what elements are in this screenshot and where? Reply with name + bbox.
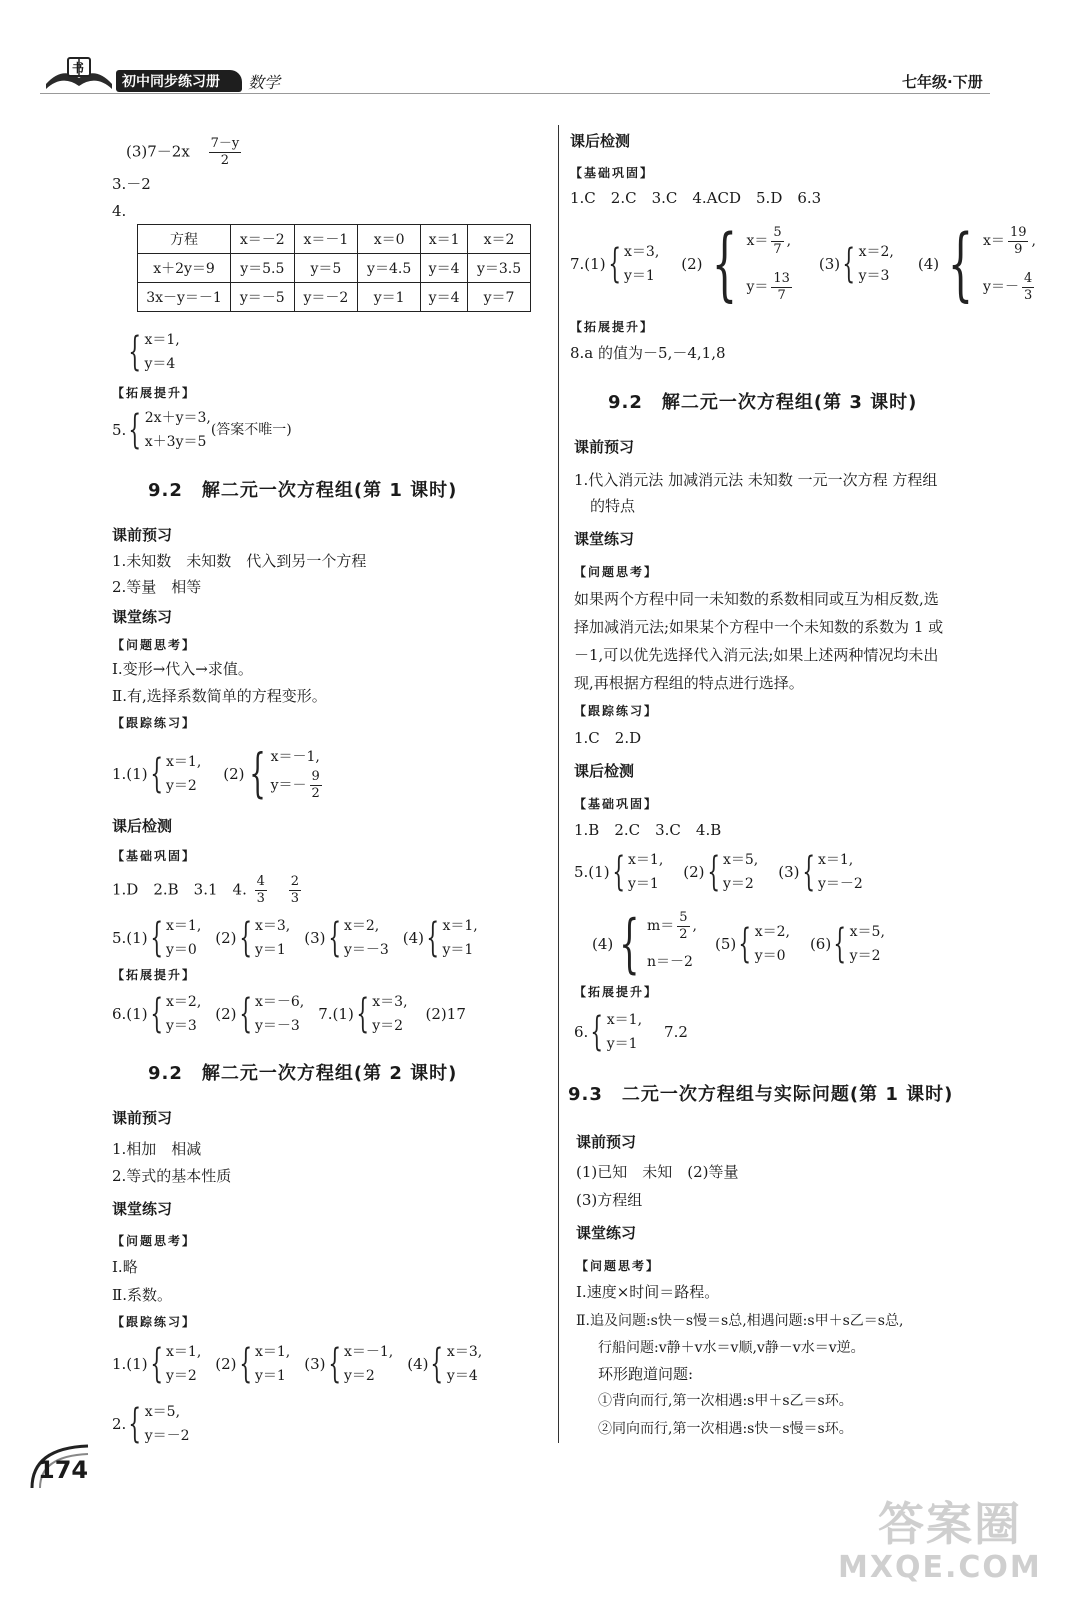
eq-row: x＝1, bbox=[166, 1344, 202, 1360]
eq-row: y＝－2 bbox=[817, 876, 863, 892]
table-cell: x＝2 bbox=[468, 225, 531, 254]
tag-think: 【问题思考】 bbox=[574, 565, 659, 579]
table-cell: y＝5 bbox=[294, 254, 358, 283]
denominator: 3 bbox=[1023, 287, 1033, 303]
base-answers bbox=[112, 874, 304, 907]
track-answers-2b bbox=[112, 1400, 190, 1448]
eq-row: x＝－1, bbox=[343, 1344, 394, 1360]
item-number: 6. bbox=[574, 1023, 589, 1041]
left-brace: { bbox=[611, 849, 625, 895]
fraction bbox=[310, 769, 322, 802]
item-number: (4) bbox=[592, 935, 614, 953]
item-number: 5.(1) bbox=[574, 863, 610, 881]
watermark-title: 答案圈 bbox=[878, 1497, 1022, 1551]
tag-track: 【跟踪练习】 bbox=[112, 716, 197, 730]
denominator: 2 bbox=[311, 786, 320, 801]
text-line: 择加减消元法;如果某个方程中一个未知数的系数为 1 或 bbox=[574, 618, 944, 636]
eq-row: y＝2 bbox=[343, 1368, 375, 1384]
text-line: 2.等式的基本性质 bbox=[112, 1167, 232, 1185]
item-3-row bbox=[126, 136, 244, 169]
eq-row: y＝1 bbox=[624, 268, 655, 284]
left-brace: { bbox=[128, 1401, 142, 1447]
base-5-answers bbox=[112, 914, 478, 962]
eq-text: x＝ bbox=[983, 233, 1005, 249]
item-number: (6) bbox=[809, 935, 832, 953]
section-title-2: 9.2 解二元一次方程组(第 2 课时) bbox=[148, 1063, 458, 1084]
numerator: 19 bbox=[1009, 224, 1027, 240]
eq-text: y＝－ bbox=[270, 777, 307, 794]
item-number: 7.(1) bbox=[318, 1005, 354, 1023]
denominator: 2 bbox=[220, 153, 230, 168]
item-5 bbox=[112, 406, 292, 454]
left-brace: { bbox=[842, 241, 856, 287]
text-line: ①背向而行,第一次相遇:s甲＋s乙＝s环。 bbox=[598, 1393, 853, 1409]
eq-row: y＝2 bbox=[166, 777, 197, 794]
s3-expand-answers bbox=[574, 1008, 688, 1056]
numerator: 7－y bbox=[210, 136, 240, 151]
section-title-1: 9.2 解二元一次方程组(第 1 课时) bbox=[148, 480, 458, 501]
subject-label: 数学 bbox=[248, 73, 281, 92]
book-title: 初中同步练习册 bbox=[122, 74, 220, 90]
left-brace: { bbox=[238, 915, 252, 961]
item-number: (2) bbox=[223, 764, 245, 783]
solution-table bbox=[137, 224, 531, 312]
item-number: 5. bbox=[112, 421, 127, 439]
tag-base: 【基础巩固】 bbox=[112, 849, 197, 863]
eq-row: x＝1, bbox=[628, 852, 664, 868]
eq-row: x＝1, bbox=[166, 918, 202, 934]
eq-row: x＝3, bbox=[446, 1344, 483, 1360]
denominator: 7 bbox=[777, 287, 786, 303]
fraction bbox=[1022, 271, 1034, 304]
item-number: (3) bbox=[304, 1355, 326, 1373]
item-3-text: (3)7－2x bbox=[126, 142, 190, 161]
item-number: (5) bbox=[714, 935, 737, 953]
numerator: 5 bbox=[773, 224, 782, 240]
table-cell: y＝3.5 bbox=[468, 254, 531, 283]
denominator: 9 bbox=[1014, 241, 1023, 257]
numerator: 13 bbox=[773, 270, 790, 286]
text-line: Ⅰ.速度×时间＝路程。 bbox=[576, 1283, 720, 1301]
header-logo bbox=[42, 56, 116, 92]
subhead-after: 课后检测 bbox=[570, 132, 631, 150]
table-cell: y＝－2 bbox=[294, 283, 358, 312]
numerator: 2 bbox=[290, 874, 299, 889]
text-line: 1.C 2.D bbox=[574, 729, 642, 747]
item-number: (4) bbox=[917, 255, 940, 273]
text-line: 1.相加 相减 bbox=[112, 1140, 202, 1158]
table-cell: y＝4 bbox=[421, 283, 468, 312]
tag-track: 【跟踪练习】 bbox=[112, 1315, 197, 1329]
eq-row: y＝0 bbox=[166, 942, 197, 958]
eq-row: y＝2 bbox=[722, 876, 754, 892]
text-line: 现,再根据方程组的特点进行选择。 bbox=[574, 674, 804, 692]
fraction bbox=[771, 271, 792, 304]
subhead-pre: 课前预习 bbox=[112, 526, 173, 544]
item-4-label: 4. bbox=[112, 202, 127, 220]
text-line: (3)方程组 bbox=[576, 1191, 643, 1209]
numerator: 9 bbox=[311, 769, 320, 784]
eq-row bbox=[271, 769, 325, 802]
eq-row bbox=[746, 264, 794, 310]
eq-row: x＝－6, bbox=[254, 994, 305, 1010]
eq-text: x＝ bbox=[746, 233, 769, 249]
eq-row: y＝－2 bbox=[144, 1428, 190, 1444]
item-number: (2) bbox=[681, 255, 703, 273]
text-line: －1,可以优先选择代入消元法;如果上述两种情况均未出 bbox=[574, 646, 939, 664]
subhead-pre: 课前预习 bbox=[112, 1109, 173, 1127]
text-line: Ⅱ.有,选择系数简单的方程变形。 bbox=[112, 687, 327, 705]
watermark-url: MXQE.COM bbox=[838, 1550, 1042, 1585]
left-brace: { bbox=[149, 1341, 163, 1387]
numerator: 4 bbox=[256, 874, 265, 889]
tag-base: 【基础巩固】 bbox=[570, 166, 655, 180]
text-line: (1)已知 未知 (2)等量 bbox=[576, 1163, 739, 1181]
eq-row: y＝0 bbox=[754, 948, 786, 964]
text-line: Ⅰ.略 bbox=[112, 1258, 138, 1276]
tag-think: 【问题思考】 bbox=[112, 1234, 197, 1248]
fraction bbox=[209, 136, 242, 169]
eq-row: x＝5, bbox=[849, 924, 885, 940]
table-cell: 方程 bbox=[138, 225, 231, 254]
text-line: 8.a 的值为－5,－4,1,8 bbox=[570, 344, 726, 362]
subhead-class: 课堂练习 bbox=[576, 1224, 637, 1242]
left-brace: { bbox=[947, 217, 974, 310]
eq-row: y＝－3 bbox=[343, 942, 389, 958]
eq-row: x＝2, bbox=[754, 924, 790, 940]
denominator: 2 bbox=[679, 926, 688, 942]
track-answers-2 bbox=[112, 1340, 482, 1388]
item-number: (3) bbox=[778, 863, 800, 881]
eq-row: x＝3, bbox=[624, 244, 660, 260]
item-number: 1.(1) bbox=[112, 764, 148, 783]
tag-think: 【问题思考】 bbox=[112, 638, 197, 652]
left-brace: { bbox=[801, 849, 815, 895]
fraction bbox=[289, 874, 301, 907]
tag-expand: 【拓展提升】 bbox=[112, 968, 197, 982]
denominator: 3 bbox=[290, 891, 299, 906]
text-line: ②同向而行,第一次相遇:s快－s慢＝s环。 bbox=[598, 1421, 853, 1437]
left-brace: { bbox=[248, 743, 266, 804]
table-cell: x＝0 bbox=[358, 225, 421, 254]
item-number: (2) bbox=[683, 863, 705, 881]
section-title-4: 9.3 二元一次方程组与实际问题(第 1 课时) bbox=[568, 1084, 954, 1105]
eq-row: y＝2 bbox=[372, 1018, 404, 1034]
eq-row: y＝1 bbox=[442, 942, 474, 958]
text-line: 1.代入消元法 加减消元法 未知数 一元一次方程 方程组 bbox=[574, 471, 938, 489]
eq-row: x＝2, bbox=[166, 994, 202, 1010]
text-line: 1.D 2.B 3.1 4. bbox=[112, 880, 247, 899]
left-brace: { bbox=[711, 217, 737, 310]
eq-text: m＝ bbox=[646, 918, 675, 934]
table-cell: x＝1 bbox=[421, 225, 468, 254]
eq-row: x＝2, bbox=[858, 244, 894, 260]
eq-row: y＝－3 bbox=[254, 1018, 300, 1034]
eq-row: x＝1, bbox=[166, 753, 202, 770]
note: (答案不唯一) bbox=[210, 422, 292, 438]
eq-row: x＝1, bbox=[144, 332, 180, 348]
eq-row: y＝2 bbox=[849, 948, 881, 964]
item-number: 1.(1) bbox=[112, 1355, 148, 1373]
item-number: 5.(1) bbox=[112, 929, 148, 947]
text-line: 环形跑道问题: bbox=[598, 1365, 694, 1383]
left-brace: { bbox=[327, 915, 341, 961]
expand-answers bbox=[112, 990, 466, 1038]
eq-row: y＝3 bbox=[858, 268, 890, 284]
text-line: 2.等量 相等 bbox=[112, 578, 202, 596]
fraction bbox=[255, 874, 267, 907]
left-brace: { bbox=[833, 921, 847, 967]
eq-row: y＝2 bbox=[166, 1368, 197, 1384]
text-line: 的特点 bbox=[590, 497, 636, 515]
left-brace: { bbox=[430, 1341, 444, 1387]
page-number: 174 bbox=[38, 1456, 89, 1484]
left-brace: { bbox=[356, 991, 369, 1037]
numerator: 4 bbox=[1023, 270, 1033, 286]
s3-base5-row1 bbox=[574, 848, 863, 896]
track-answers bbox=[112, 745, 325, 802]
item-number: 2. bbox=[112, 1415, 127, 1433]
tag-expand: 【拓展提升】 bbox=[570, 320, 655, 334]
fraction bbox=[1008, 225, 1029, 258]
subhead-after: 课后检测 bbox=[574, 762, 635, 780]
subhead-class: 课堂练习 bbox=[574, 530, 635, 548]
eq-row: x＝3, bbox=[254, 918, 291, 934]
text-line: Ⅱ.追及问题:s快－s慢＝s总,相遇问题:s甲＋s乙＝s总, bbox=[576, 1313, 904, 1329]
left-brace: { bbox=[149, 915, 163, 961]
fraction bbox=[677, 910, 689, 943]
eq-row: y＝4 bbox=[446, 1368, 478, 1384]
header-rule bbox=[40, 93, 990, 94]
eq-text: y＝ bbox=[746, 279, 769, 295]
watermark bbox=[838, 1488, 1050, 1588]
item-number: (2) bbox=[215, 1005, 237, 1023]
eq-row: y＝1 bbox=[628, 876, 659, 892]
r7-answers bbox=[570, 218, 1037, 310]
tag-track: 【跟踪练习】 bbox=[574, 704, 659, 718]
item-number: (2) bbox=[215, 1355, 237, 1373]
text-line: 如果两个方程中同一未知数的系数相同或互为相反数,选 bbox=[574, 590, 939, 608]
tag-think: 【问题思考】 bbox=[576, 1259, 661, 1273]
text-line: 1.未知数 未知数 代入到另一个方程 bbox=[112, 552, 367, 570]
left-brace: { bbox=[238, 991, 252, 1037]
fraction bbox=[771, 225, 783, 258]
eq-row: x＝1, bbox=[817, 852, 854, 868]
column-divider bbox=[558, 125, 559, 1443]
eq-row: y＝1 bbox=[254, 1368, 286, 1384]
left-brace: { bbox=[128, 407, 142, 453]
eq-row: y＝4 bbox=[144, 356, 176, 372]
item-number: (4) bbox=[402, 929, 425, 947]
tag-expand: 【拓展提升】 bbox=[112, 386, 197, 400]
left-brace: { bbox=[590, 1009, 604, 1055]
eq-row: x＝1, bbox=[606, 1012, 643, 1028]
left-brace: { bbox=[619, 907, 640, 981]
left-brace: { bbox=[426, 915, 440, 961]
item-3b: 3.－2 bbox=[112, 175, 151, 193]
item-number: (4) bbox=[407, 1355, 429, 1373]
system-answer bbox=[126, 328, 180, 376]
left-brace: { bbox=[149, 750, 163, 797]
item-number: 6.(1) bbox=[112, 1005, 148, 1023]
subhead-pre: 课前预习 bbox=[576, 1133, 637, 1151]
item-number: (3) bbox=[304, 929, 326, 947]
eq-row: y＝1 bbox=[254, 942, 286, 958]
table-cell: y＝7 bbox=[468, 283, 531, 312]
logo-label: 书 bbox=[72, 61, 85, 75]
section-title-3: 9.2 解二元一次方程组(第 3 课时) bbox=[608, 392, 918, 413]
denominator: 3 bbox=[256, 891, 265, 906]
text-line: 行船问题:v静＋v水＝v顺,v静－v水＝v逆。 bbox=[598, 1340, 865, 1356]
table-cell: x＋2y＝9 bbox=[138, 254, 231, 283]
table-cell: 3x－y＝－1 bbox=[138, 283, 231, 312]
eq-row: 2x＋y＝3, bbox=[144, 410, 211, 426]
table-cell: x＝－2 bbox=[231, 225, 295, 254]
left-brace: { bbox=[149, 991, 163, 1037]
item-number: (3) bbox=[818, 255, 841, 273]
left-brace: { bbox=[706, 849, 720, 895]
table-cell: y＝－5 bbox=[231, 283, 295, 312]
eq-row: n＝－2 bbox=[646, 954, 693, 970]
eq-row: y＝3 bbox=[166, 1018, 197, 1034]
item-number: 7.(1) bbox=[570, 255, 606, 273]
subhead-pre: 课前预习 bbox=[574, 438, 635, 456]
table-cell: y＝1 bbox=[358, 283, 421, 312]
subhead-class: 课堂练习 bbox=[112, 608, 173, 626]
table-row bbox=[138, 283, 531, 312]
text-line: 1.B 2.C 3.C 4.B bbox=[574, 821, 722, 839]
eq-row: x＝5, bbox=[144, 1404, 181, 1420]
left-brace: { bbox=[128, 329, 142, 375]
tag-expand: 【拓展提升】 bbox=[574, 985, 659, 999]
item-number: (2)17 bbox=[425, 1005, 466, 1023]
item-number: (2) bbox=[215, 929, 237, 947]
item-number: 7.2 bbox=[664, 1023, 688, 1041]
text-line: Ⅱ.系数。 bbox=[112, 1286, 172, 1304]
eq-row: m＝ $\frac{5}{2}$ , bbox=[646, 909, 697, 942]
eq-row: y＝1 bbox=[606, 1036, 638, 1052]
eq-row bbox=[983, 264, 1037, 310]
table-cell: y＝4.5 bbox=[358, 254, 421, 283]
left-brace: { bbox=[738, 921, 752, 967]
table-cell: x＝－1 bbox=[294, 225, 358, 254]
text-line: Ⅰ.变形→代入→求值。 bbox=[112, 660, 253, 678]
eq-row: x＝5, bbox=[722, 852, 759, 868]
subhead-class: 课堂练习 bbox=[112, 1200, 173, 1218]
eq-row: x＝1, bbox=[254, 1344, 291, 1360]
grade-label: 七年级·下册 bbox=[902, 73, 983, 91]
table-row bbox=[138, 225, 531, 254]
eq-row: x＝ $\frac{19}{9}$ , bbox=[983, 224, 1036, 257]
eq-row: x＝3, bbox=[372, 994, 408, 1010]
left-brace: { bbox=[238, 1341, 252, 1387]
left-brace: { bbox=[327, 1341, 341, 1387]
denominator: 7 bbox=[773, 241, 782, 257]
subhead-after: 课后检测 bbox=[112, 817, 173, 835]
eq-row: x＝1, bbox=[442, 918, 478, 934]
eq-row: x＝ $\frac{5}{7}$ , bbox=[746, 224, 792, 257]
eq-row: x＝2, bbox=[343, 918, 380, 934]
numerator: 5 bbox=[679, 909, 688, 925]
s3-base5-row2 bbox=[592, 908, 885, 980]
tag-base: 【基础巩固】 bbox=[574, 797, 659, 811]
eq-row: x＋3y＝5 bbox=[144, 434, 207, 450]
left-brace: { bbox=[607, 241, 621, 287]
table-cell: y＝4 bbox=[421, 254, 468, 283]
eq-row: x＝－1, bbox=[270, 749, 320, 765]
eq-text: y＝－ bbox=[983, 279, 1019, 295]
table-cell: y＝5.5 bbox=[231, 254, 295, 283]
text-line: 1.C 2.C 3.C 4.ACD 5.D 6.3 bbox=[570, 189, 822, 207]
table-row bbox=[138, 254, 531, 283]
